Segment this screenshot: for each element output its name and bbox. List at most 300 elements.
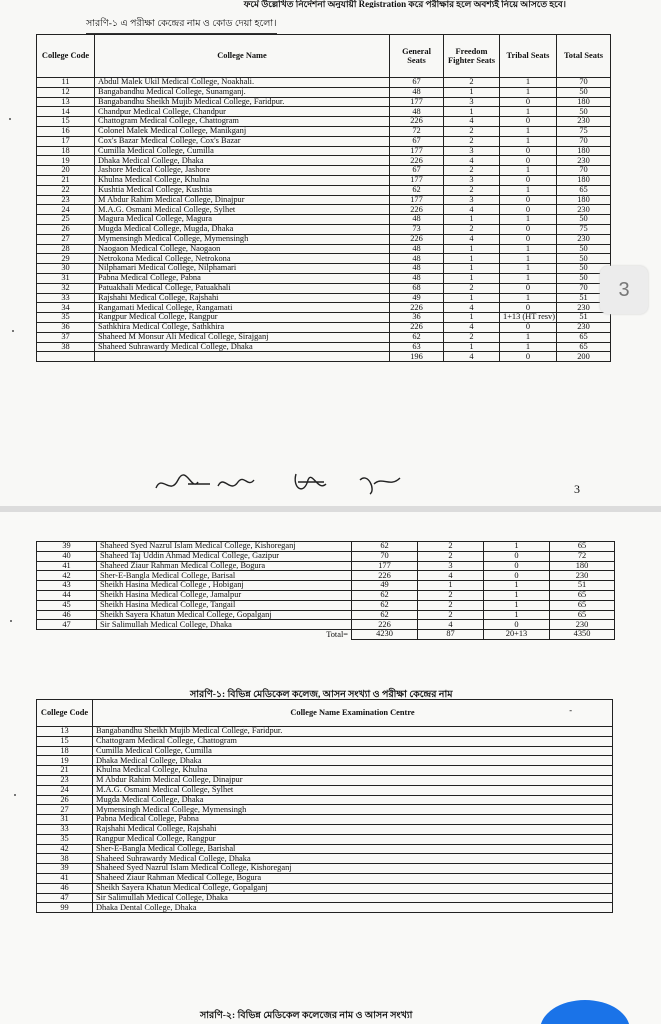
college-code-cell: 23 (37, 195, 95, 205)
college-name-cell: Sir Salimullah Medical College, Dhaka (97, 620, 352, 630)
ff-seats-cell: 2 (444, 166, 500, 176)
table-row (37, 175, 611, 185)
table-row (37, 542, 615, 552)
ff-seats-cell: 1 (444, 107, 500, 117)
total-seats-cell: 65 (550, 600, 615, 610)
total-seats-cell: 230 (557, 205, 611, 215)
college-code-cell: 41 (37, 561, 97, 571)
header-tribal-seats: Tribal Seats (500, 35, 557, 78)
college-name-cell: Bangabandhu Medical College, Sunamganj. (95, 87, 390, 97)
table-row (37, 600, 615, 610)
header-dash: - (569, 706, 572, 715)
table-row (37, 736, 613, 746)
general-seats-cell: 62 (352, 600, 418, 610)
college-code-cell: 42 (37, 571, 97, 581)
general-seats-cell: 226 (390, 234, 444, 244)
college-code-cell: 40 (37, 551, 97, 561)
total-seats-cell: 50 (557, 254, 611, 264)
table-row (37, 785, 613, 795)
table-row (37, 224, 611, 234)
college-name-cell: Rangamati Medical College, Rangamati (95, 303, 390, 313)
table-row (37, 805, 613, 815)
college-code-cell: 13 (37, 97, 95, 107)
ff-seats-cell: 3 (444, 175, 500, 185)
ff-seats-cell: 1 (418, 581, 484, 591)
total-seats-cell: 65 (557, 185, 611, 195)
ff-seats-cell: 2 (444, 126, 500, 136)
college-code-cell: 30 (37, 264, 95, 274)
college-name-cell (95, 352, 390, 362)
total-seats-cell: 50 (557, 107, 611, 117)
total-ff: 87 (418, 630, 484, 640)
college-code-cell: 47 (37, 620, 97, 630)
general-seats-cell: 67 (390, 136, 444, 146)
scan-speck (14, 794, 16, 796)
table-row (37, 136, 611, 146)
table-row (37, 561, 615, 571)
table-row (37, 610, 615, 620)
general-seats-cell: 226 (352, 620, 418, 630)
college-name-cell: Shaheed Ziaur Rahman Medical College, Bogura (97, 561, 352, 571)
tribal-seats-cell: 0 (500, 283, 557, 293)
general-seats-cell: 62 (352, 542, 418, 552)
college-name-cell: Patuakhali Medical College, Patuakhali (95, 283, 390, 293)
tribal-seats-cell: 1 (500, 264, 557, 274)
centre-code-cell: 39 (37, 864, 93, 874)
general-seats-cell: 177 (390, 146, 444, 156)
tribal-seats-cell: 0 (500, 224, 557, 234)
general-seats-cell: 177 (390, 97, 444, 107)
table-row (37, 620, 615, 630)
general-seats-cell: 177 (390, 195, 444, 205)
ff-seats-cell: 2 (418, 600, 484, 610)
header-college-name: College Name (95, 35, 390, 78)
total-seats-cell: 230 (557, 303, 611, 313)
table-row (37, 205, 611, 215)
centre-name-cell: Khulna Medical College, Khulna (93, 766, 613, 776)
table-row (37, 283, 611, 293)
total-seats-cell: 70 (557, 136, 611, 146)
college-code-cell: 21 (37, 175, 95, 185)
centre-code-cell: 47 (37, 893, 93, 903)
college-name-cell: Naogaon Medical College, Naogaon (95, 244, 390, 254)
total-seats-cell: 70 (557, 166, 611, 176)
centre-code-cell: 18 (37, 746, 93, 756)
header-general-seats: General Seats (390, 35, 444, 78)
centre-name-cell: Cumilla Medical College, Cumilla (93, 746, 613, 756)
table-row (37, 883, 613, 893)
tribal-seats-cell: 0 (500, 195, 557, 205)
total-seats-cell: 230 (557, 156, 611, 166)
table-row (37, 146, 611, 156)
total-seats-cell: 51 (557, 313, 611, 323)
centre-name-cell: Chattogram Medical College, Chattogram (93, 736, 613, 746)
tribal-seats-cell: 1 (500, 78, 557, 88)
total-seats-cell: 50 (557, 87, 611, 97)
total-seats-cell: 65 (557, 332, 611, 342)
ff-seats-cell: 4 (444, 117, 500, 127)
scan-speck (9, 118, 11, 120)
table-row (37, 834, 613, 844)
college-name-cell: Bangabandhu Sheikh Mujib Medical College, Faridpur. (95, 97, 390, 107)
total-seats-cell: 72 (550, 551, 615, 561)
tribal-seats-cell: 0 (500, 117, 557, 127)
centre-name-cell: Mymensingh Medical College, Mymensingh (93, 805, 613, 815)
page-number: 3 (574, 482, 580, 496)
total-seats-cell: 180 (557, 175, 611, 185)
centre-name-cell: Dhaka Medical College, Dhaka (93, 756, 613, 766)
tribal-seats-cell: 1 (500, 136, 557, 146)
college-name-cell: Shaheed Taj Uddin Ahmad Medical College, Gazipur (97, 551, 352, 561)
total-seats-cell: 230 (550, 620, 615, 630)
college-name-cell: Mugda Medical College, Mugda, Dhaka (95, 224, 390, 234)
centre-table-header (37, 700, 613, 727)
ff-seats-cell: 3 (444, 195, 500, 205)
centre-code-cell: 31 (37, 815, 93, 825)
centre-name-cell: Shaheed Syed Nazrul Islam Medical College, Kishoreganj (93, 864, 613, 874)
centre-name-cell: Rajshahi Medical College, Rajshahi (93, 824, 613, 834)
total-seats-cell: 50 (557, 215, 611, 225)
general-seats-cell: 226 (390, 322, 444, 332)
centre-name-cell: Shaheed Ziaur Rahman Medical College, Bogura (93, 873, 613, 883)
general-seats-cell: 226 (390, 303, 444, 313)
college-code-cell: 19 (37, 156, 95, 166)
general-seats-cell: 72 (390, 126, 444, 136)
college-code-cell: 31 (37, 273, 95, 283)
college-code-cell: 36 (37, 322, 95, 332)
header-college-code: College Code (37, 35, 95, 78)
general-seats-cell: 226 (390, 117, 444, 127)
total-seats-cell: 180 (550, 561, 615, 571)
general-seats-cell: 67 (390, 166, 444, 176)
college-code-cell: 27 (37, 234, 95, 244)
college-code-cell: 44 (37, 590, 97, 600)
total-total: 4350 (550, 630, 615, 640)
table-row (37, 873, 613, 883)
table-row (37, 864, 613, 874)
general-seats-cell: 36 (390, 313, 444, 323)
general-seats-cell: 48 (390, 254, 444, 264)
table-row (37, 581, 615, 591)
table-row (37, 273, 611, 283)
table-row (37, 893, 613, 903)
tribal-seats-cell: 1 (500, 126, 557, 136)
signatures (148, 466, 428, 500)
tribal-seats-cell: 1 (500, 273, 557, 283)
total-seats-cell: 180 (557, 97, 611, 107)
total-seats-cell: 230 (557, 234, 611, 244)
general-seats-cell: 67 (390, 78, 444, 88)
college-name-cell: Dhaka Medical College, Dhaka (95, 156, 390, 166)
table-row (37, 322, 611, 332)
centre-code-cell: 46 (37, 883, 93, 893)
general-seats-cell: 70 (352, 551, 418, 561)
document-page-2 (0, 512, 661, 1024)
total-seats-cell: 70 (557, 283, 611, 293)
centre-code-cell: 26 (37, 795, 93, 805)
ff-seats-cell: 1 (444, 264, 500, 274)
tribal-seats-cell: 1 (484, 542, 550, 552)
total-seats-cell: 50 (557, 244, 611, 254)
tribal-seats-cell: 0 (500, 205, 557, 215)
ff-seats-cell: 4 (418, 620, 484, 630)
tribal-seats-cell: 0 (484, 551, 550, 561)
tribal-seats-cell: 1 (500, 87, 557, 97)
college-name-cell: Colonel Malek Medical College, Manikganj (95, 126, 390, 136)
general-seats-cell: 48 (390, 87, 444, 97)
total-row (37, 630, 615, 640)
total-seats-cell: 65 (550, 610, 615, 620)
general-seats-cell: 48 (390, 107, 444, 117)
table-row (37, 844, 613, 854)
ff-seats-cell: 3 (444, 97, 500, 107)
total-seats-cell: 50 (557, 273, 611, 283)
total-seats-cell: 180 (557, 146, 611, 156)
caption-3-text: সারণি-২: বিভিন্ন মেডিকেল কলেজের নাম ও আসন সংখ্যা (200, 1011, 413, 1021)
table-row (37, 87, 611, 97)
table-caption-3 (200, 1009, 412, 1024)
ff-seats-cell: 1 (444, 244, 500, 254)
college-name-cell: Sheikh Hasina Medical College, Jamalpur (97, 590, 352, 600)
college-code-cell (37, 352, 95, 362)
scan-speck (10, 620, 12, 622)
ff-seats-cell: 2 (418, 590, 484, 600)
college-name-cell: Abdul Malek Ukil Medical College, Noakhali. (95, 78, 390, 88)
centre-code-cell: 13 (37, 727, 93, 737)
seat-table-page-1 (36, 34, 611, 362)
ff-seats-cell: 4 (444, 303, 500, 313)
college-code-cell: 29 (37, 254, 95, 264)
table-row (37, 352, 611, 362)
college-name-cell: M.A.G. Osmani Medical College, Sylhet (95, 205, 390, 215)
centre-name-cell: Sheikh Sayera Khatun Medical College, Gopalganj (93, 883, 613, 893)
tribal-seats-cell: 1 (500, 166, 557, 176)
ff-seats-cell: 2 (418, 551, 484, 561)
ff-seats-cell: 3 (444, 146, 500, 156)
total-seats-cell: 65 (550, 542, 615, 552)
centre-name-cell: Bangabandhu Sheikh Mujib Medical College, Faridpur. (93, 727, 613, 737)
ff-seats-cell: 2 (444, 283, 500, 293)
college-code-cell: 34 (37, 303, 95, 313)
page-indicator-badge[interactable]: 3 (600, 266, 648, 314)
total-seats-cell: 200 (557, 352, 611, 362)
total-tribal: 20+13 (484, 630, 550, 640)
tribal-seats-cell: 1 (484, 590, 550, 600)
table-row (37, 342, 611, 352)
college-name-cell: Jashore Medical College, Jashore (95, 166, 390, 176)
table-row (37, 815, 613, 825)
college-name-cell: Shaheed Syed Nazrul Islam Medical College, Kishoreganj (97, 542, 352, 552)
general-seats-cell: 62 (352, 590, 418, 600)
tribal-seats-cell: 1 (484, 610, 550, 620)
tribal-seats-cell: 1 (484, 581, 550, 591)
total-seats-cell: 230 (557, 322, 611, 332)
college-name-cell: Cumilla Medical College, Cumilla (95, 146, 390, 156)
centre-code-cell: 38 (37, 854, 93, 864)
tribal-seats-cell: 1 (500, 254, 557, 264)
centre-code-cell: 35 (37, 834, 93, 844)
tribal-seats-cell: 1 (484, 600, 550, 610)
table-row (37, 756, 613, 766)
general-seats-cell: 68 (390, 283, 444, 293)
document-page-1 (0, 0, 661, 508)
table-row (37, 854, 613, 864)
floating-action-button[interactable] (540, 1000, 630, 1024)
table-row (37, 195, 611, 205)
table-row (37, 126, 611, 136)
college-code-cell: 24 (37, 205, 95, 215)
scan-speck (12, 330, 14, 332)
tribal-seats-cell: 1 (500, 244, 557, 254)
college-code-cell: 38 (37, 342, 95, 352)
centre-code-cell: 23 (37, 775, 93, 785)
college-name-cell: Nilphamari Medical College, Nilphamari (95, 264, 390, 274)
college-name-cell: Sheikh Hasina Medical College , Hobiganj (97, 581, 352, 591)
college-code-cell: 15 (37, 117, 95, 127)
header-centre-name (93, 700, 613, 727)
tribal-seats-cell: 1+13 (HT resv) (500, 313, 557, 323)
ff-seats-cell: 4 (444, 156, 500, 166)
header-centre-name-text: College Name Examination Centre (290, 708, 415, 718)
total-seats-cell: 230 (557, 117, 611, 127)
seat-table-header (37, 35, 611, 78)
ff-seats-cell: 4 (444, 352, 500, 362)
header-centre-code: College Code (37, 700, 93, 727)
centre-code-cell: 33 (37, 824, 93, 834)
tribal-seats-cell: 1 (500, 332, 557, 342)
centre-name-cell: Rangpur Medical College, Rangpur (93, 834, 613, 844)
college-name-cell: Sher-E-Bangla Medical College, Barisal (97, 571, 352, 581)
ff-seats-cell: 4 (444, 322, 500, 332)
tribal-seats-cell: 0 (484, 571, 550, 581)
general-seats-cell: 62 (390, 332, 444, 342)
header-total-seats: Total Seats (557, 35, 611, 78)
ff-seats-cell: 1 (444, 293, 500, 303)
centre-code-cell: 21 (37, 766, 93, 776)
tribal-seats-cell: 0 (500, 175, 557, 185)
college-code-cell: 35 (37, 313, 95, 323)
tribal-seats-cell: 1 (500, 185, 557, 195)
college-name-cell: M Abdur Rahim Medical College, Dinajpur (95, 195, 390, 205)
college-code-cell: 46 (37, 610, 97, 620)
table-row (37, 795, 613, 805)
ff-seats-cell: 2 (444, 185, 500, 195)
centre-code-cell: 19 (37, 756, 93, 766)
general-seats-cell: 62 (390, 185, 444, 195)
tribal-seats-cell: 1 (500, 107, 557, 117)
general-seats-cell: 48 (390, 244, 444, 254)
tribal-seats-cell: 0 (484, 620, 550, 630)
college-code-cell: 12 (37, 87, 95, 97)
general-seats-cell: 48 (390, 215, 444, 225)
blank-cell (37, 630, 97, 640)
college-code-cell: 11 (37, 78, 95, 88)
total-general: 4230 (352, 630, 418, 640)
table-row (37, 766, 613, 776)
centre-name-cell: Shaheed Suhrawardy Medical College, Dhaka (93, 854, 613, 864)
table-row (37, 244, 611, 254)
table-row (37, 166, 611, 176)
table-row (37, 185, 611, 195)
seat-table-page-2 (36, 541, 615, 640)
college-name-cell: Cox's Bazar Medical College, Cox's Bazar (95, 136, 390, 146)
ff-seats-cell: 2 (444, 78, 500, 88)
table-row (37, 97, 611, 107)
college-code-cell: 14 (37, 107, 95, 117)
ff-seats-cell: 4 (444, 234, 500, 244)
ff-seats-cell: 2 (444, 332, 500, 342)
table-row (37, 903, 613, 913)
college-code-cell: 25 (37, 215, 95, 225)
college-name-cell: Mymensingh Medical College, Mymensingh (95, 234, 390, 244)
college-name-cell: Shaheed Suhrawardy Medical College, Dhaka (95, 342, 390, 352)
college-name-cell: Rajshahi Medical College, Rajshahi (95, 293, 390, 303)
tribal-seats-cell: 0 (500, 322, 557, 332)
college-name-cell: Shaheed M Monsur Ali Medical College, Sirajganj (95, 332, 390, 342)
table-row (37, 313, 611, 323)
ff-seats-cell: 4 (444, 205, 500, 215)
exam-centre-table (36, 699, 613, 913)
general-seats-cell: 196 (390, 352, 444, 362)
ff-seats-cell: 1 (444, 313, 500, 323)
college-code-cell: 20 (37, 166, 95, 176)
tribal-seats-cell: 0 (500, 352, 557, 362)
college-name-cell: Sathkhira Medical College, Sathkhira (95, 322, 390, 332)
centre-code-cell: 27 (37, 805, 93, 815)
table-row (37, 293, 611, 303)
general-seats-cell: 226 (390, 205, 444, 215)
centre-name-cell: Dhaka Dental College, Dhaka (93, 903, 613, 913)
college-code-cell: 28 (37, 244, 95, 254)
tribal-seats-cell: 0 (500, 234, 557, 244)
table-caption-1 (86, 17, 277, 32)
college-name-cell: Sheikh Sayera Khatun Medical College, Gopalganj (97, 610, 352, 620)
centre-code-cell: 42 (37, 844, 93, 854)
centre-name-cell: M Abdur Rahim Medical College, Dinajpur (93, 775, 613, 785)
tribal-seats-cell: 0 (500, 156, 557, 166)
centre-code-cell: 41 (37, 873, 93, 883)
tribal-seats-cell: 1 (500, 293, 557, 303)
total-seats-cell: 70 (557, 78, 611, 88)
general-seats-cell: 73 (390, 224, 444, 234)
college-code-cell: 17 (37, 136, 95, 146)
table-row (37, 264, 611, 274)
total-seats-cell: 230 (550, 571, 615, 581)
total-seats-cell: 75 (557, 224, 611, 234)
college-name-cell: Khulna Medical College, Khulna (95, 175, 390, 185)
college-name-cell: Netrokona Medical College, Netrokona (95, 254, 390, 264)
table-row (37, 332, 611, 342)
table-row (37, 746, 613, 756)
general-seats-cell: 177 (390, 175, 444, 185)
total-seats-cell: 50 (557, 264, 611, 274)
centre-name-cell: Sir Salimullah Medical College, Dhaka (93, 893, 613, 903)
college-name-cell: Sheikh Hasina Medical College, Tangail (97, 600, 352, 610)
college-code-cell: 22 (37, 185, 95, 195)
total-seats-cell: 51 (557, 293, 611, 303)
college-code-cell: 32 (37, 283, 95, 293)
college-code-cell: 26 (37, 224, 95, 234)
college-code-cell: 45 (37, 600, 97, 610)
table-caption-2: সারণি-১: বিভিন্ন মেডিকেল কলেজ, আসন সংখ্যা ও পরীক্ষা কেন্দ্রের নাম (190, 690, 453, 700)
general-seats-cell: 49 (352, 581, 418, 591)
general-seats-cell: 62 (352, 610, 418, 620)
table-row (37, 117, 611, 127)
table-row (37, 775, 613, 785)
college-name-cell: Rangpur Medical College, Rangpur (95, 313, 390, 323)
centre-name-cell: Sher-E-Bangla Medical College, Barishal (93, 844, 613, 854)
ff-seats-cell: 1 (444, 87, 500, 97)
